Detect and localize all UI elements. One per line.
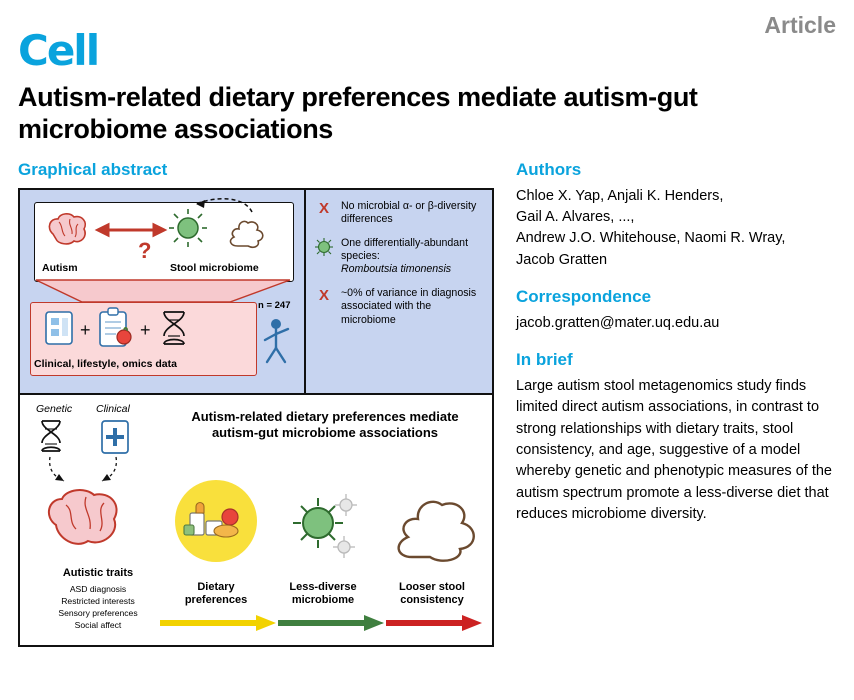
- dietary-preferences-icon: [175, 480, 257, 562]
- finding-text: ~0% of variance in diagnosis associated with the microbiome: [341, 287, 477, 326]
- person-icon: [265, 319, 288, 362]
- caption-less-diverse-microbiome: Less-diverse microbiome: [289, 580, 357, 607]
- left-column: [18, 160, 498, 647]
- label-genetic: Genetic: [36, 402, 73, 415]
- page-header: [18, 12, 836, 74]
- svg-text:+: +: [140, 319, 151, 340]
- label-sample-size: n = 247: [258, 299, 291, 311]
- author-line: Jacob Gratten: [516, 251, 608, 268]
- ga-bottom-panel: [20, 395, 492, 645]
- label-clinical-small: Clinical: [96, 402, 130, 415]
- journal-logo: Cell: [18, 26, 99, 75]
- graphical-abstract-heading: Graphical abstract: [18, 159, 168, 179]
- dna-icon: [164, 312, 184, 344]
- svg-text:+: +: [80, 319, 91, 340]
- label-autism: Autism: [42, 261, 78, 274]
- question-mark: ?: [138, 237, 152, 263]
- finding-text: [341, 237, 486, 276]
- clipboard-icon: [100, 308, 131, 346]
- body-columns: [18, 160, 836, 647]
- red-cross-icon: X: [318, 287, 329, 305]
- finding-item: [314, 287, 486, 326]
- correspondence-heading: Correspondence: [516, 286, 652, 306]
- article-type-label: Article: [764, 12, 836, 38]
- finding-text-plain: One differentially-abundant species:: [341, 236, 469, 263]
- caption-looser-stool: Looser stool consistency: [398, 580, 465, 607]
- less-diverse-microbiome-icon: [293, 494, 357, 558]
- finding-item: [314, 237, 486, 276]
- ga-bottom-title: Autism-related dietary preferences mediate autism-gut microbiome associations: [191, 408, 459, 440]
- finding-text: No microbial α- or β-diversity differences: [341, 199, 477, 225]
- red-cross-icon: X: [318, 199, 329, 217]
- author-line: Chloe X. Yap, Anjali K. Henders,: [516, 187, 724, 204]
- looser-stool-icon: [399, 502, 474, 561]
- correspondence-email[interactable]: jacob.gratten@mater.uq.edu.au: [516, 314, 720, 331]
- autistic-traits-list: [34, 583, 162, 632]
- ga-top-panel: [20, 190, 492, 395]
- label-stool-microbiome: Stool microbiome: [170, 261, 259, 274]
- list-item: ASD diagnosis: [69, 583, 127, 594]
- graphical-abstract-figure: [18, 188, 494, 647]
- page-title: Autism-related dietary preferences mediate autism-gut microbiome associations: [18, 82, 698, 144]
- autistic-traits-heading: Autistic traits: [62, 566, 134, 579]
- ga-findings-list: [306, 190, 492, 393]
- author-line: Andrew J.O. Whitehouse, Naomi R. Wray,: [516, 230, 786, 247]
- finding-item: [314, 200, 486, 226]
- list-item: Restricted interests: [61, 595, 135, 606]
- brain-icon: [49, 490, 117, 544]
- microbe-icon: [314, 237, 334, 262]
- in-brief-text: Large autism stool metagenomics study finds limited direct autism associations, in contrast to strong relationships with dietary traits, stool consistency, and age, suggestive of a model whereby genetic and phenotypic measures of the autism spectrum promote a less-diverse diet that reduces microbiome diversity.: [516, 377, 832, 522]
- ga-top-left-panel: [20, 190, 306, 393]
- in-brief-heading: In brief: [516, 349, 573, 369]
- label-clinical-data: Clinical, lifestyle, omics data: [34, 357, 177, 370]
- omics-document-icon: [46, 312, 72, 344]
- species-name: Romboutsia timonensis: [341, 263, 452, 276]
- list-item: Sensory preferences: [58, 608, 138, 619]
- right-column: [516, 160, 836, 647]
- dna-icon: [42, 421, 60, 451]
- caption-dietary-preferences: Dietary preferences: [184, 580, 248, 607]
- dashed-converging-arrows: [50, 457, 117, 481]
- list-item: Social affect: [74, 620, 122, 631]
- clinical-record-icon: [102, 421, 128, 453]
- author-line: Gail A. Alvares, ...,: [516, 209, 635, 226]
- authors-heading: Authors: [516, 159, 582, 179]
- authors-list: [516, 186, 836, 271]
- flow-arrows: [160, 615, 482, 631]
